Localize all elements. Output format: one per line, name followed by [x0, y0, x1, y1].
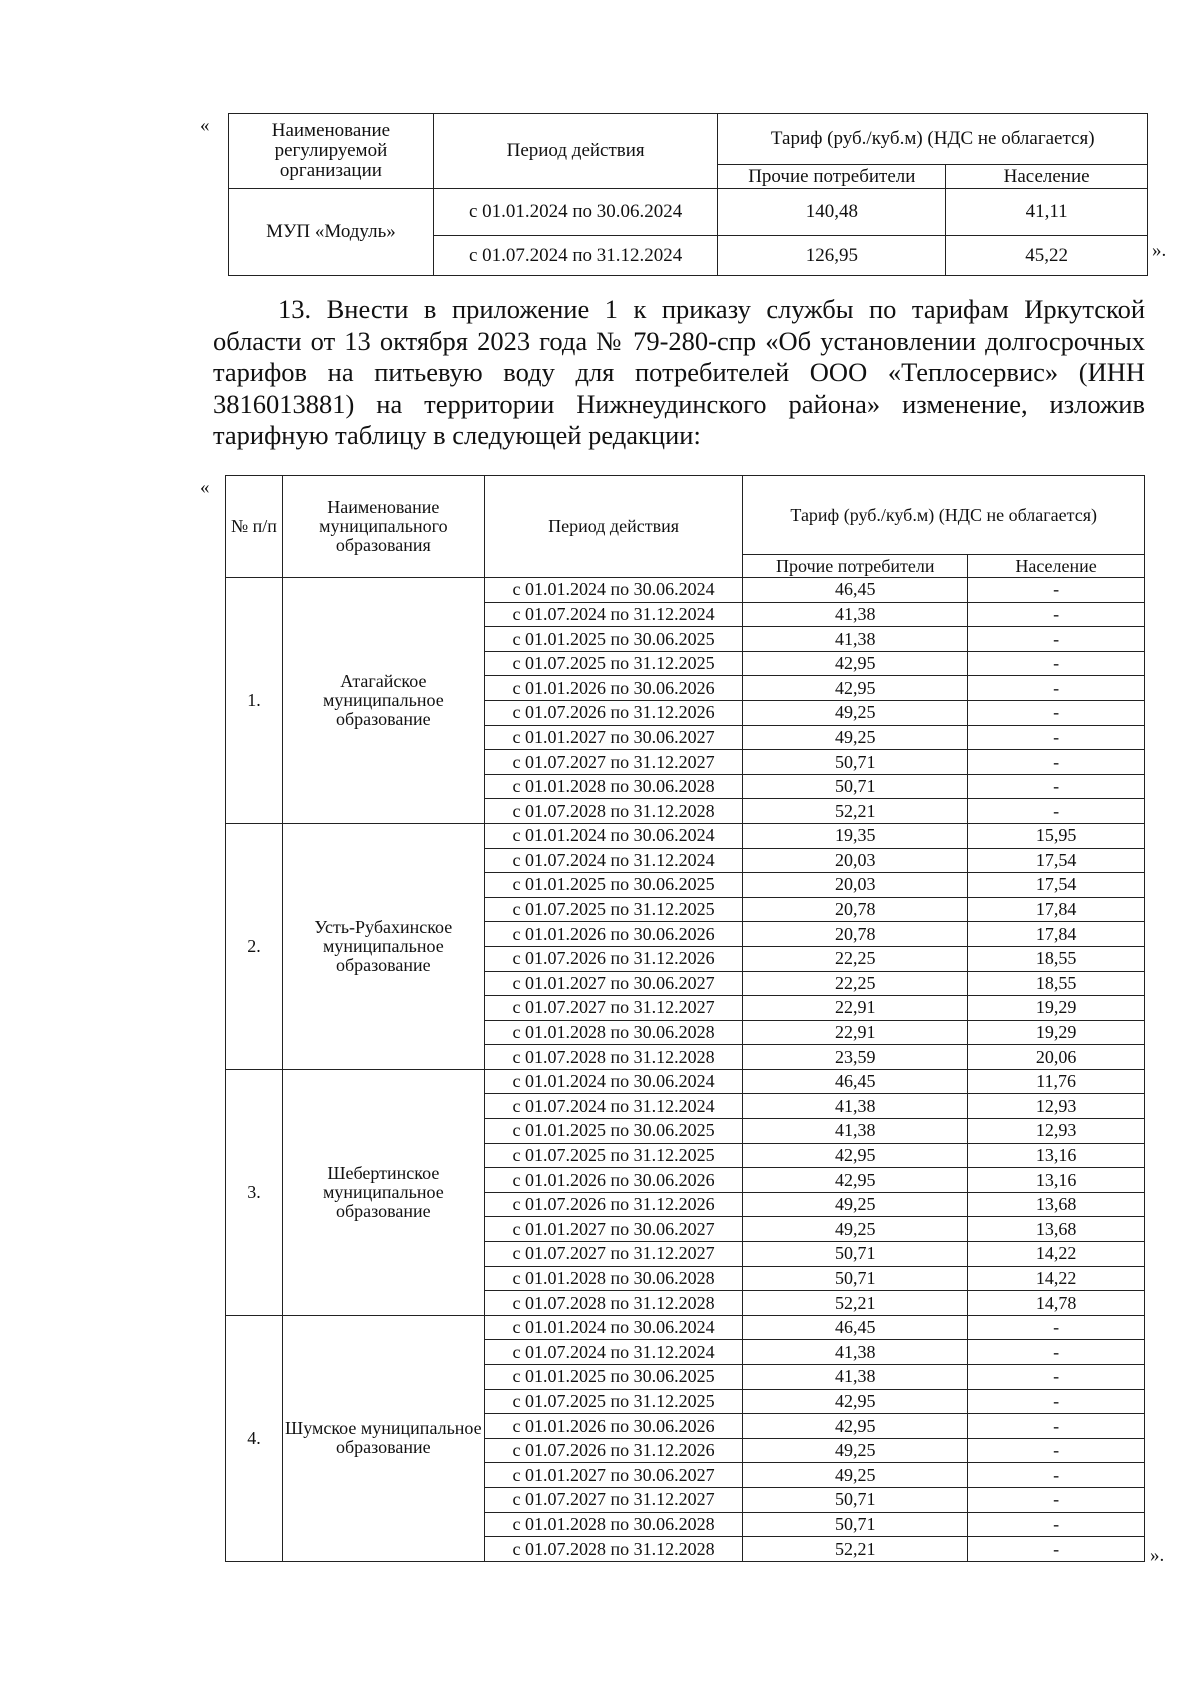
- period-cell: с 01.01.2025 по 30.06.2025: [484, 1119, 743, 1144]
- other-cell: 23,59: [743, 1045, 968, 1070]
- other-cell: 22,91: [743, 996, 968, 1021]
- other-cell: 50,71: [743, 774, 968, 799]
- population-cell: 15,95: [968, 823, 1145, 848]
- period-cell: с 01.01.2028 по 30.06.2028: [484, 774, 743, 799]
- period-cell: с 01.07.2028 по 31.12.2028: [484, 1045, 743, 1070]
- period-cell: с 01.07.2027 по 31.12.2027: [484, 1487, 743, 1512]
- population-cell: 17,84: [968, 897, 1145, 922]
- population-cell: -: [968, 676, 1145, 701]
- period-cell: с 01.01.2025 по 30.06.2025: [484, 1365, 743, 1390]
- period-cell: с 01.07.2024 по 31.12.2024: [484, 848, 743, 873]
- amendment-paragraph: 13. Внести в приложение 1 к приказу службы по тарифам Иркутской области от 13 октября 2023 года № 79-280-спр «Об установлении долгосрочных тарифов на питьевую воду для потребителей ООО «Теплосервис» (ИНН 3816013881) на территории Нижнеудинского района» изменение, изложив тарифную таблицу в следующей редакции:: [213, 294, 1145, 450]
- other-cell: 41,38: [743, 627, 968, 652]
- period-cell: с 01.07.2024 по 31.12.2024: [484, 1094, 743, 1119]
- municipality-name: Шебертинское муниципальное образование: [282, 1069, 484, 1315]
- population-cell: 11,76: [968, 1069, 1145, 1094]
- other-cell: 41,38: [743, 1119, 968, 1144]
- population-cell: 18,55: [968, 946, 1145, 971]
- org-name: МУП «Модуль»: [229, 189, 434, 276]
- other-cell: 22,25: [743, 946, 968, 971]
- other-cell: 42,95: [743, 676, 968, 701]
- period-cell: с 01.07.2024 по 31.12.2024: [433, 236, 718, 276]
- period-cell: с 01.01.2027 по 30.06.2027: [484, 1217, 743, 1242]
- population-cell: 12,93: [968, 1094, 1145, 1119]
- period-cell: с 01.01.2024 по 30.06.2024: [484, 1069, 743, 1094]
- population-cell: -: [968, 578, 1145, 603]
- period-cell: с 01.07.2027 по 31.12.2027: [484, 1242, 743, 1267]
- tariff-row: [226, 1069, 1145, 1094]
- population-cell: -: [968, 1414, 1145, 1439]
- other-cell: 20,03: [743, 848, 968, 873]
- row-number: 3.: [226, 1069, 283, 1315]
- other-cell: 49,25: [743, 1463, 968, 1488]
- population-cell: -: [968, 651, 1145, 676]
- other-cell: 52,21: [743, 799, 968, 824]
- population-cell: 17,84: [968, 922, 1145, 947]
- population-cell: -: [968, 1537, 1145, 1562]
- other-cell: 49,25: [743, 725, 968, 750]
- close-quote-2: ».: [1150, 1545, 1165, 1566]
- other-cell: 49,25: [743, 1217, 968, 1242]
- population-cell: -: [968, 1315, 1145, 1340]
- population-cell: 18,55: [968, 971, 1145, 996]
- period-cell: с 01.01.2027 по 30.06.2027: [484, 725, 743, 750]
- other-cell: 20,03: [743, 873, 968, 898]
- population-cell: -: [968, 725, 1145, 750]
- other-cell: 50,71: [743, 1487, 968, 1512]
- population-cell: -: [968, 1389, 1145, 1414]
- population-cell: -: [968, 799, 1145, 824]
- header-other: Прочие потребители: [743, 555, 968, 578]
- population-cell: 17,54: [968, 848, 1145, 873]
- other-cell: 42,95: [743, 1168, 968, 1193]
- population-cell: 13,68: [968, 1217, 1145, 1242]
- other-cell: 41,38: [743, 1094, 968, 1119]
- period-cell: с 01.01.2026 по 30.06.2026: [484, 1168, 743, 1193]
- period-cell: с 01.01.2024 по 30.06.2024: [484, 1315, 743, 1340]
- period-cell: с 01.07.2025 по 31.12.2025: [484, 897, 743, 922]
- period-cell: с 01.01.2025 по 30.06.2025: [484, 627, 743, 652]
- population-cell: 19,29: [968, 1020, 1145, 1045]
- period-cell: с 01.01.2027 по 30.06.2027: [484, 1463, 743, 1488]
- period-cell: с 01.01.2028 по 30.06.2028: [484, 1266, 743, 1291]
- tariff-table-teploservis: [225, 475, 1145, 1562]
- other-cell: 50,71: [743, 1512, 968, 1537]
- population-cell: 12,93: [968, 1119, 1145, 1144]
- header-period: Период действия: [484, 476, 743, 578]
- period-cell: с 01.01.2024 по 30.06.2024: [484, 823, 743, 848]
- population-cell: 17,54: [968, 873, 1145, 898]
- other-cell: 41,38: [743, 1365, 968, 1390]
- header-other: Прочие потребители: [718, 165, 946, 189]
- population-cell: -: [968, 1463, 1145, 1488]
- tariff-row: [226, 578, 1145, 603]
- other-cell: 50,71: [743, 750, 968, 775]
- population-cell: 14,22: [968, 1266, 1145, 1291]
- population-cell: 13,68: [968, 1192, 1145, 1217]
- other-cell: 22,91: [743, 1020, 968, 1045]
- period-cell: с 01.07.2025 по 31.12.2025: [484, 1389, 743, 1414]
- population-cell: -: [968, 1365, 1145, 1390]
- tariff-row: [226, 823, 1145, 848]
- period-cell: с 01.07.2025 по 31.12.2025: [484, 651, 743, 676]
- period-cell: с 01.01.2025 по 30.06.2025: [484, 873, 743, 898]
- municipality-name: Атагайское муниципальное образование: [282, 578, 484, 824]
- population-cell: -: [968, 627, 1145, 652]
- period-cell: с 01.07.2026 по 31.12.2026: [484, 946, 743, 971]
- other-cell: 42,95: [743, 651, 968, 676]
- period-cell: с 01.01.2024 по 30.06.2024: [433, 189, 718, 236]
- other-cell: 49,25: [743, 1438, 968, 1463]
- other-cell: 52,21: [743, 1537, 968, 1562]
- other-cell: 22,25: [743, 971, 968, 996]
- header-municipality: Наименование муниципального образования: [282, 476, 484, 578]
- population-cell: -: [968, 750, 1145, 775]
- population-cell: -: [968, 1512, 1145, 1537]
- other-cell: 46,45: [743, 1069, 968, 1094]
- period-cell: с 01.07.2027 по 31.12.2027: [484, 750, 743, 775]
- open-quote-1: «: [200, 115, 210, 136]
- header-org: Наименование регулируемой организации: [229, 114, 434, 189]
- other-cell: 20,78: [743, 922, 968, 947]
- population-cell: -: [968, 602, 1145, 627]
- period-cell: с 01.07.2026 по 31.12.2026: [484, 700, 743, 725]
- other-cell: 140,48: [718, 189, 946, 236]
- close-quote-1: ».: [1152, 240, 1167, 261]
- population-cell: 14,78: [968, 1291, 1145, 1316]
- period-cell: с 01.07.2025 по 31.12.2025: [484, 1143, 743, 1168]
- other-cell: 52,21: [743, 1291, 968, 1316]
- population-cell: 41,11: [946, 189, 1148, 236]
- other-cell: 20,78: [743, 897, 968, 922]
- header-tariff: Тариф (руб./куб.м) (НДС не облагается): [743, 476, 1145, 555]
- population-cell: -: [968, 1340, 1145, 1365]
- population-cell: 20,06: [968, 1045, 1145, 1070]
- period-cell: с 01.07.2026 по 31.12.2026: [484, 1438, 743, 1463]
- header-population: Население: [968, 555, 1145, 578]
- tariff-row: [226, 1315, 1145, 1340]
- period-cell: с 01.07.2028 по 31.12.2028: [484, 799, 743, 824]
- other-cell: 46,45: [743, 578, 968, 603]
- period-cell: с 01.01.2026 по 30.06.2026: [484, 1414, 743, 1439]
- other-cell: 41,38: [743, 602, 968, 627]
- header-population: Население: [946, 165, 1148, 189]
- row-number: 2.: [226, 823, 283, 1069]
- period-cell: с 01.07.2026 по 31.12.2026: [484, 1192, 743, 1217]
- period-cell: с 01.07.2028 по 31.12.2028: [484, 1537, 743, 1562]
- period-cell: с 01.07.2027 по 31.12.2027: [484, 996, 743, 1021]
- other-cell: 42,95: [743, 1414, 968, 1439]
- population-cell: -: [968, 774, 1145, 799]
- header-no: № п/п: [226, 476, 283, 578]
- other-cell: 49,25: [743, 700, 968, 725]
- row-number: 4.: [226, 1315, 283, 1561]
- period-cell: с 01.01.2026 по 30.06.2026: [484, 922, 743, 947]
- other-cell: 50,71: [743, 1242, 968, 1267]
- population-cell: 45,22: [946, 236, 1148, 276]
- period-cell: с 01.01.2028 по 30.06.2028: [484, 1512, 743, 1537]
- period-cell: с 01.07.2028 по 31.12.2028: [484, 1291, 743, 1316]
- population-cell: 13,16: [968, 1143, 1145, 1168]
- other-cell: 19,35: [743, 823, 968, 848]
- period-cell: с 01.01.2027 по 30.06.2027: [484, 971, 743, 996]
- other-cell: 41,38: [743, 1340, 968, 1365]
- other-cell: 50,71: [743, 1266, 968, 1291]
- population-cell: -: [968, 700, 1145, 725]
- period-cell: с 01.07.2024 по 31.12.2024: [484, 1340, 743, 1365]
- other-cell: 42,95: [743, 1389, 968, 1414]
- other-cell: 126,95: [718, 236, 946, 276]
- population-cell: 13,16: [968, 1168, 1145, 1193]
- period-cell: с 01.01.2026 по 30.06.2026: [484, 676, 743, 701]
- other-cell: 49,25: [743, 1192, 968, 1217]
- municipality-name: Шумское муниципальное образование: [282, 1315, 484, 1561]
- row-number: 1.: [226, 578, 283, 824]
- header-period: Период действия: [433, 114, 718, 189]
- other-cell: 46,45: [743, 1315, 968, 1340]
- population-cell: 14,22: [968, 1242, 1145, 1267]
- header-tariff: Тариф (руб./куб.м) (НДС не облагается): [718, 114, 1148, 165]
- period-cell: с 01.07.2024 по 31.12.2024: [484, 602, 743, 627]
- municipality-name: Усть-Рубахинское муниципальное образование: [282, 823, 484, 1069]
- period-cell: с 01.01.2028 по 30.06.2028: [484, 1020, 743, 1045]
- period-cell: с 01.01.2024 по 30.06.2024: [484, 578, 743, 603]
- tariff-table-modul: [228, 113, 1148, 276]
- other-cell: 42,95: [743, 1143, 968, 1168]
- population-cell: -: [968, 1438, 1145, 1463]
- open-quote-2: «: [200, 477, 210, 498]
- population-cell: -: [968, 1487, 1145, 1512]
- population-cell: 19,29: [968, 996, 1145, 1021]
